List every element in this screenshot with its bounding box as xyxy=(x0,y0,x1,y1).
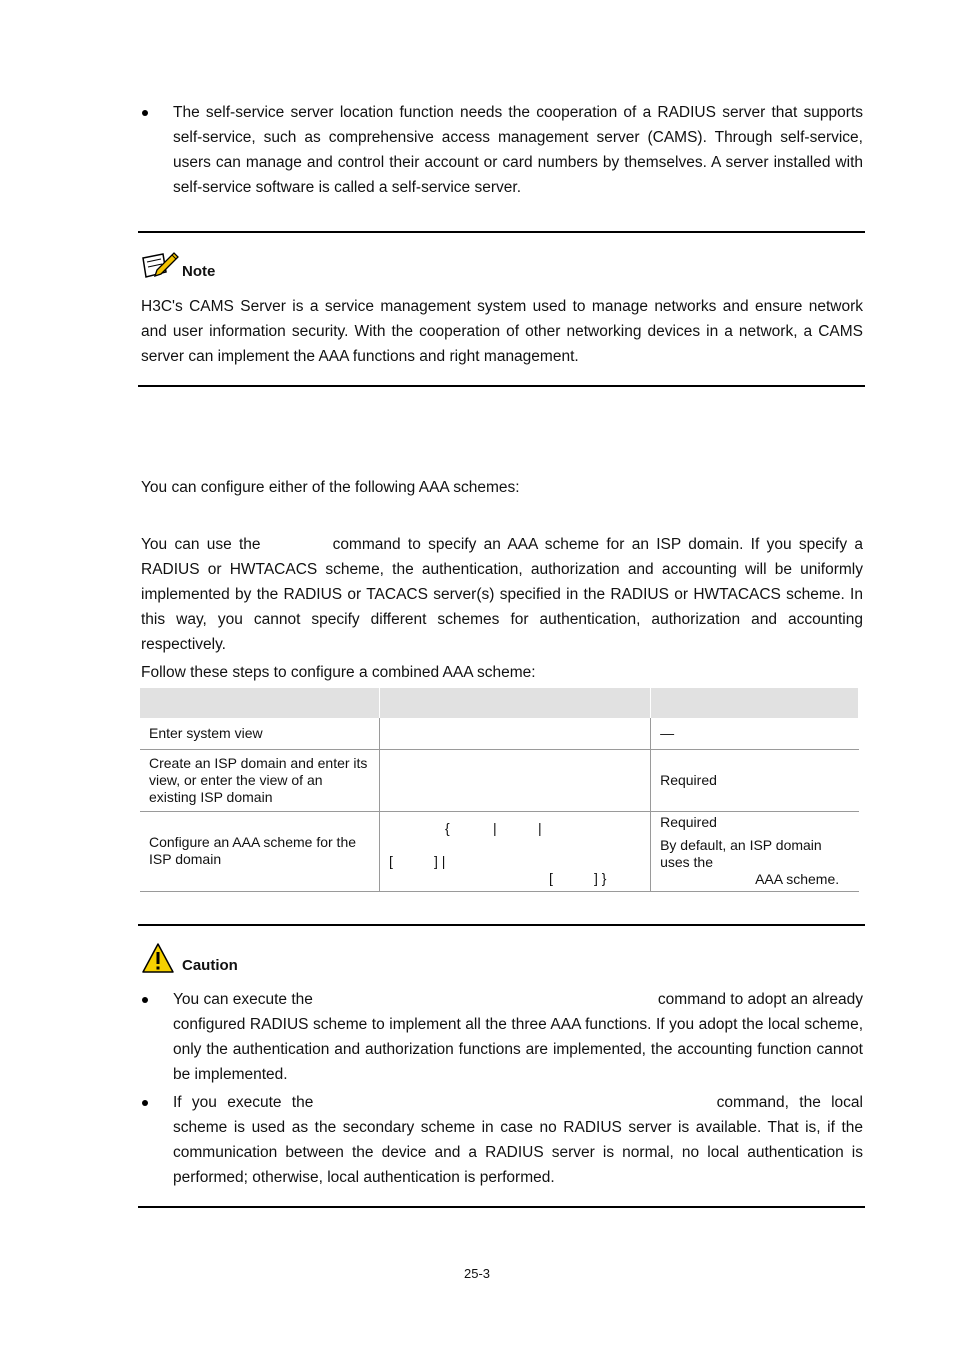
bullet-dot xyxy=(142,997,148,1003)
note-bottom-rule xyxy=(138,385,865,387)
caution-top-rule xyxy=(138,924,865,926)
command-cell xyxy=(380,718,651,749)
caution-bullet-2 xyxy=(173,1090,863,1190)
combined-scheme-paragraph xyxy=(141,532,863,657)
caution-2-rest: scheme is used as the secondary scheme in case no RADIUS server is available. That is, if the communication between the device and a RADIUS server is normal, no local authentication is performed; otherwise, local authentication is performed. xyxy=(173,1119,863,1186)
remarks-default: By default, an ISP domain uses the AAA scheme. xyxy=(660,837,840,887)
caution-bottom-rule xyxy=(138,1206,865,1208)
page-number: 25-3 xyxy=(463,1266,491,1281)
cmd-fragment-bracket-brace-close: ] } xyxy=(594,870,607,886)
caution-2-lead: If you execute the xyxy=(173,1094,314,1111)
remarks-required: Required xyxy=(660,814,717,830)
note-pencil-icon xyxy=(141,250,179,280)
header-cell xyxy=(140,688,380,718)
bullet-dot xyxy=(142,1100,148,1106)
header-cell xyxy=(651,688,859,718)
caution-1-tail: command to adopt an already xyxy=(657,991,863,1008)
cmd-fragment-bracket-close-pipe: ] | xyxy=(434,853,446,869)
combined-rest: command to specify an AAA scheme for an ISP domain. If you specify a RADIUS or HWTACACS scheme, the authentication, authorization and accounting will be uniformly implemented by the RADIUS or TACACS server(s) specified in the RADIUS or HWTACACS scheme. In this way, you cannot specify different schemes for authentication, authorization and accounting respectively. xyxy=(141,536,863,653)
remarks-cell: Required xyxy=(651,749,859,811)
note-title: Note xyxy=(182,263,216,280)
step-cell: Configure an AAA scheme for the ISP domain xyxy=(140,811,380,891)
command-cell xyxy=(380,811,651,891)
cmd-fragment-pipe: | xyxy=(538,820,542,836)
table-row xyxy=(140,749,859,811)
remarks-cell: — xyxy=(651,718,859,749)
command-cell xyxy=(380,749,651,811)
bullet-dot xyxy=(142,110,148,116)
intro-bullet-text: The self-service server location function needs the cooperation of a RADIUS server that supports self-service, such as comprehensive access management server (CAMS). Through self-service, users can manage and control their account or card numbers by themselves. A server installed with self-service software is called a self-service server. xyxy=(173,104,863,196)
header-cell xyxy=(380,688,651,718)
cmd-fragment-bracket-open: [ xyxy=(389,853,393,869)
caution-title: Caution xyxy=(182,957,238,974)
steps-table xyxy=(140,688,859,892)
table-header-row xyxy=(140,688,859,718)
caution-bullet-1 xyxy=(173,987,863,1087)
step-cell: Enter system view xyxy=(140,718,380,749)
remarks-cell xyxy=(651,811,859,891)
note-top-rule xyxy=(138,231,865,233)
caution-1-lead: You can execute the xyxy=(173,991,313,1008)
table-row xyxy=(140,811,859,891)
cmd-fragment-pipe: | xyxy=(493,820,497,836)
cmd-fragment-brace-open: { xyxy=(445,820,450,836)
note-body: H3C's CAMS Server is a service management system used to manage networks and ensure network and user information security. With the cooperation of other networking devices in a network, a CAMS server can implement the AAA functions and right management. xyxy=(141,298,863,365)
combined-lead: You can use the xyxy=(141,536,261,553)
cmd-fragment-bracket-open: [ xyxy=(549,870,553,886)
table-row xyxy=(140,718,859,749)
schemes-intro: You can configure either of the following AAA schemes: xyxy=(141,479,520,496)
caution-warning-icon xyxy=(141,942,175,974)
steps-intro: Follow these steps to configure a combined AAA scheme: xyxy=(141,664,536,681)
step-cell: Create an ISP domain and enter its view, or enter the view of an existing ISP domain xyxy=(140,749,380,811)
caution-2-tail: command, the local xyxy=(716,1094,863,1111)
caution-1-rest: configured RADIUS scheme to implement all the three AAA functions. If you adopt the local scheme, only the authentication and authorization functions are implemented, the accounting function cannot be implemented. xyxy=(173,1016,863,1083)
